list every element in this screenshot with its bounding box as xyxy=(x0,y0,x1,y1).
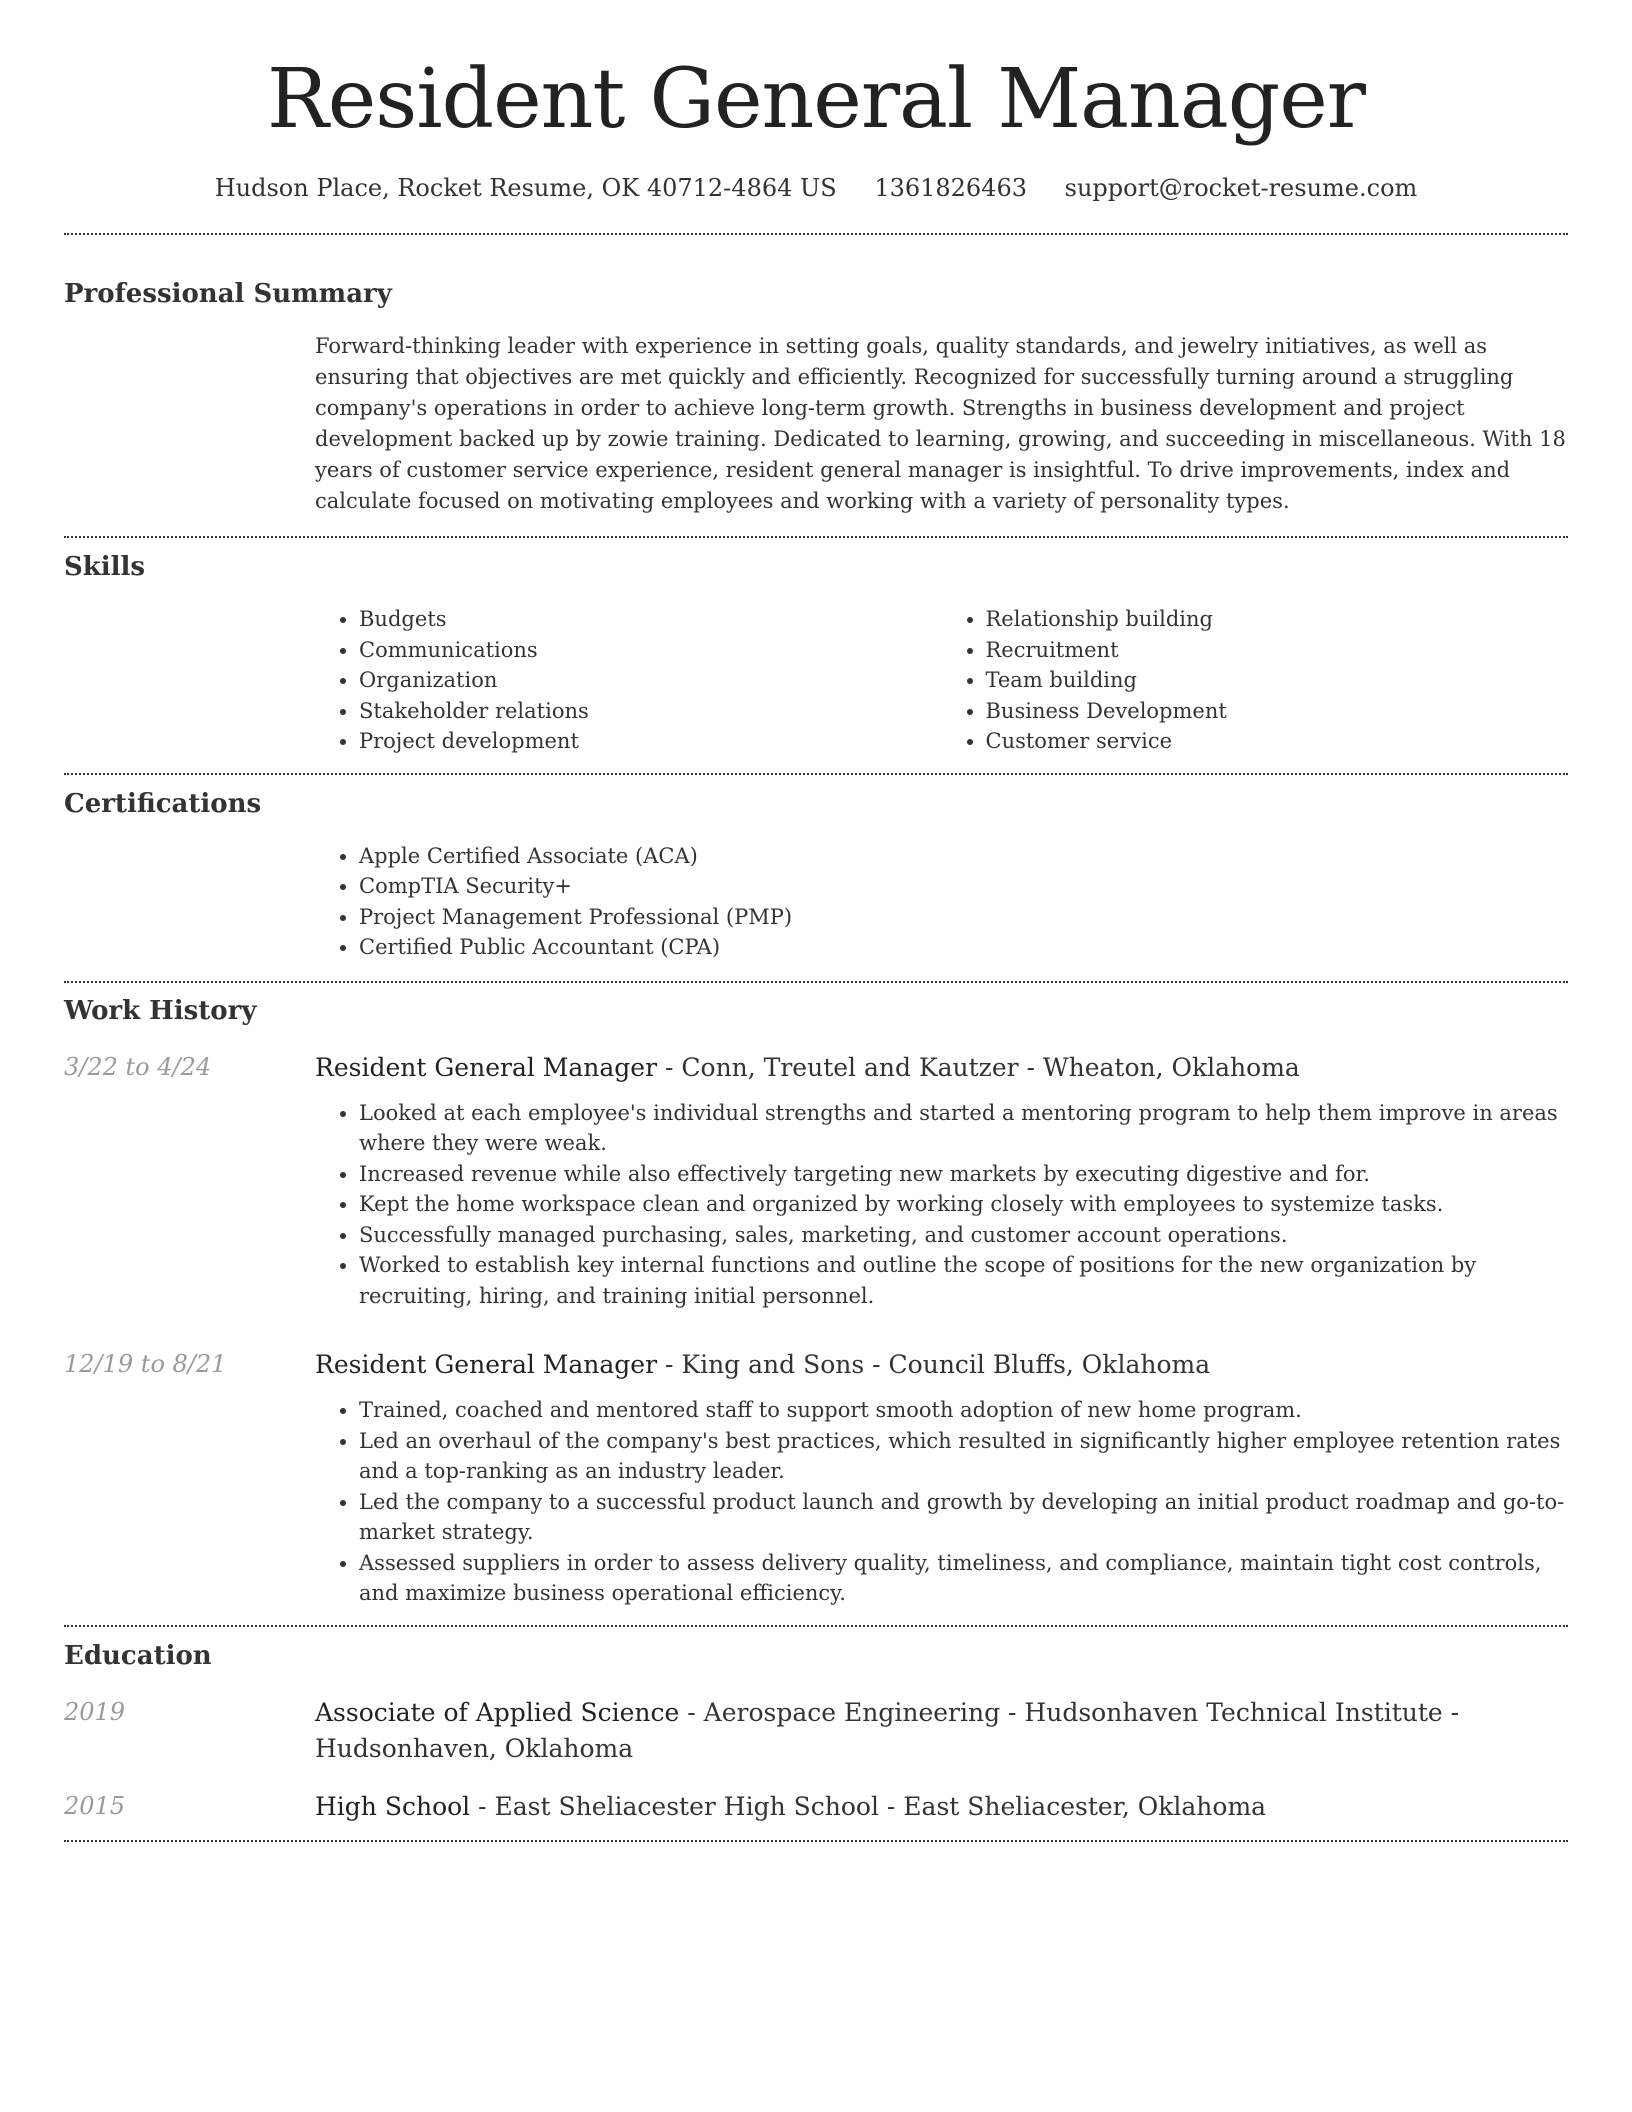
skills-list-left xyxy=(315,604,942,757)
job-entry xyxy=(64,1050,1568,1086)
education-details: - East Sheliacester High School - East Sheliacester, Oklahoma xyxy=(470,1791,1267,1821)
contact-phone: 1361826463 xyxy=(874,174,1028,202)
contact-address: Hudson Place, Rocket Resume, OK 40712-4864 US xyxy=(214,174,837,202)
job-bullet: • Worked to establish key internal functions and outline the scope of positions for the new organization by recruiting, hiring, and training initial personnel. xyxy=(359,1250,1568,1311)
job-heading xyxy=(315,1347,1568,1383)
job-bullet: • Trained, coached and mentored staff to support smooth adoption of new home program. xyxy=(359,1395,1568,1426)
education-degree: Associate of Applied Science xyxy=(315,1697,680,1727)
section-title-skills: Skills xyxy=(64,552,146,582)
education-details: - Aerospace Engineering - Hudsonhaven Technical Institute - Hudsonhaven, Oklahoma xyxy=(315,1697,1460,1763)
divider xyxy=(64,981,1568,983)
job-bullet: • Increased revenue while also effectively targeting new markets by executing digestive and for. xyxy=(359,1159,1568,1190)
contact-line xyxy=(64,172,1568,204)
job-bullet: • Led an overhaul of the company's best practices, which resulted in significantly higher employee retention rates and a top-ranking as an industry leader. xyxy=(359,1426,1568,1487)
skill-item: • Communications xyxy=(359,635,942,666)
job-bullets-wrap xyxy=(315,1098,1568,1312)
education-year: 2019 xyxy=(64,1697,126,1726)
certification-item: • Certified Public Accountant (CPA) xyxy=(359,932,1568,963)
certification-item: • Apple Certified Associate (ACA) xyxy=(359,841,1568,872)
skill-item: • Organization xyxy=(359,665,942,696)
divider xyxy=(64,1625,1568,1627)
section-title-education: Education xyxy=(64,1640,212,1671)
education-degree: High School xyxy=(315,1791,471,1821)
certification-item: • CompTIA Security+ xyxy=(359,871,1568,902)
skills-section xyxy=(64,550,1568,757)
divider xyxy=(64,1840,1568,1842)
skill-item: • Recruitment xyxy=(986,635,1569,666)
job-title: Resident General Manager xyxy=(315,1052,658,1082)
job-bullets xyxy=(315,1098,1568,1312)
work-history-section xyxy=(64,994,1568,1609)
section-title-summary: Professional Summary xyxy=(64,279,392,309)
section-title-work-history: Work History xyxy=(64,995,257,1026)
job-heading xyxy=(315,1050,1568,1086)
certifications-list xyxy=(315,841,1568,963)
job-employer: - Conn, Treutel and Kautzer - Wheaton, Oklahoma xyxy=(657,1052,1300,1082)
job-bullet: • Led the company to a successful product launch and growth by developing an initial product roadmap and go-to-market strategy. xyxy=(359,1487,1568,1548)
skill-item: • Business Development xyxy=(986,696,1569,727)
skill-item: • Team building xyxy=(986,665,1569,696)
certifications-list-wrap xyxy=(315,841,1568,963)
job-employer: - King and Sons - Council Bluffs, Oklahoma xyxy=(657,1350,1211,1379)
skill-item: • Stakeholder relations xyxy=(359,696,942,727)
divider xyxy=(64,536,1568,538)
skill-item: • Project development xyxy=(359,726,942,757)
resume-name: Resident General Manager xyxy=(267,52,1365,147)
job-bullet: • Looked at each employee's individual strengths and started a mentoring program to help them improve in areas where they were weak. xyxy=(359,1098,1568,1159)
certifications-section xyxy=(64,787,1568,963)
education-year: 2015 xyxy=(64,1791,126,1820)
summary-section xyxy=(64,277,1568,517)
job-bullets-wrap xyxy=(315,1395,1568,1609)
divider xyxy=(64,233,1568,235)
skills-grid xyxy=(315,604,1568,757)
certification-item: • Project Management Professional (PMP) xyxy=(359,902,1568,933)
education-entry xyxy=(64,1789,1568,1825)
education-heading xyxy=(315,1789,1568,1825)
divider xyxy=(64,773,1568,775)
job-dates: 12/19 to 8/21 xyxy=(64,1350,227,1378)
job-title: Resident General Manager xyxy=(315,1350,658,1379)
skill-item: • Budgets xyxy=(359,604,942,635)
job-bullets xyxy=(315,1395,1568,1609)
education-heading xyxy=(315,1695,1568,1767)
skill-item: • Customer service xyxy=(986,726,1569,757)
job-entry xyxy=(64,1347,1568,1383)
job-bullet: • Successfully managed purchasing, sales, marketing, and customer account operations. xyxy=(359,1220,1568,1251)
job-bullet: • Assessed suppliers in order to assess delivery quality, timeliness, and compliance, maintain tight cost controls, and maximize business operational efficiency. xyxy=(359,1548,1568,1609)
section-title-certifications: Certifications xyxy=(64,788,262,819)
skill-item: • Relationship building xyxy=(986,604,1569,635)
resume-page xyxy=(64,0,1568,1842)
contact-email: support@rocket-resume.com xyxy=(1064,174,1418,202)
education-entry xyxy=(64,1695,1568,1767)
job-bullet: • Kept the home workspace clean and organized by working closely with employees to systemize tasks. xyxy=(359,1189,1568,1220)
education-section xyxy=(64,1639,1568,1825)
skills-list-right xyxy=(942,604,1569,757)
summary-text: Forward-thinking leader with experience in setting goals, quality standards, and jewelry initiatives, as well as ensuring that objectives are met quickly and efficiently. Recognized for successfully turning around a struggling company's operations in order to achieve long-term growth. Strengths in business development and project development backed up by zowie training. Dedicated to learning, growing, and succeeding in miscellaneous. With 18 years of customer service experience, resident general manager is insightful. To drive improvements, index and calculate focused on motivating employees and working with a variety of personality types. xyxy=(315,334,1566,513)
job-dates: 3/22 to 4/24 xyxy=(64,1052,212,1081)
